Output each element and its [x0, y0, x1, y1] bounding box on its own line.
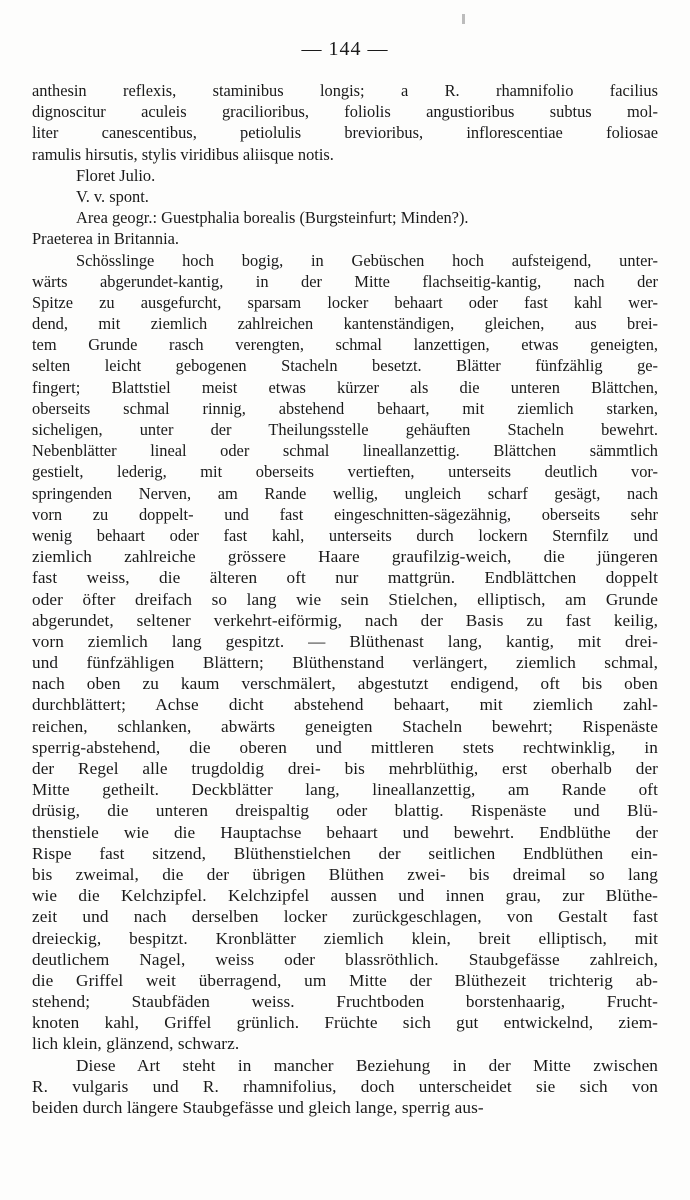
- text-line: die Griffel weit überragend, um Mitte der Blüthezeit trichterig ab-: [32, 970, 658, 990]
- text-line: ramulis hirsutis, stylis viridibus aliisque notis.: [32, 144, 334, 164]
- text-line: oder öfter dreifach so lang wie sein Stielchen, elliptisch, am Grunde: [32, 589, 658, 609]
- text-line: Rispe fast sitzend, Blüthenstielchen der seitlichen Endblüthen ein-: [32, 843, 658, 863]
- text-line: V. v. spont.: [76, 186, 149, 206]
- text-line: knoten kahl, Griffel grünlich. Früchte sich gut entwickelnd, ziem-: [32, 1013, 658, 1033]
- text-line: beiden durch längere Staubgefässe und gleich lange, sperrig aus-: [32, 1098, 484, 1117]
- text-line: nach oben zu kaum verschmälert, abgestutzt endigend, oft bis oben: [32, 674, 658, 694]
- text-line: abgerundet, seltener verkehrt-eiförmig, nach der Basis zu fast keilig,: [32, 610, 658, 630]
- text-line: lich klein, glänzend, schwarz.: [32, 1034, 240, 1054]
- text-line: bis zweimal, die der übrigen Blüthen zwei- bis dreimal so lang: [32, 864, 658, 884]
- text-line: drüsig, die unteren dreispaltig oder blattig. Rispenäste und Blü-: [32, 801, 658, 821]
- text-line: ziemlich zahlreiche grössere Haare graufilzig-weich, die jüngeren: [32, 547, 658, 567]
- text-line: sperrig-abstehend, die oberen und mittleren stets rechtwinklig, in: [32, 737, 658, 757]
- text-line: dignoscitur aculeis gracilioribus, foliolis angustioribus subtus mol-: [32, 102, 658, 122]
- page-number: — 144 —: [301, 38, 389, 60]
- text-line: wie die Kelchzipfel. Kelchzipfel aussen und innen grau, zur Blüthe-: [32, 886, 658, 906]
- text-line: wenig behaart oder fast kahl, unterseits durch lockern Sternfilz und: [32, 525, 658, 545]
- text-line: Mitte getheilt. Deckblätter lang, lineallanzettig, am Rande oft: [32, 780, 658, 800]
- text-line: gestielt, lederig, mit oberseits vertieften, unterseits deutlich vor-: [32, 462, 658, 482]
- text-line: wärts abgerundet-kantig, in der Mitte flachseitig-kantig, nach der: [32, 271, 658, 291]
- text-line: Nebenblätter lineal oder schmal lineallanzettig. Blättchen sämmtlich: [32, 441, 658, 461]
- text-line: vorn zu doppelt- und fast eingeschnitten-sägezähnig, oberseits sehr: [32, 504, 658, 524]
- text-line: zeit und nach derselben locker zurückgeschlagen, von Gestalt fast: [32, 907, 658, 927]
- text-line: durchblättert; Achse dicht abstehend behaart, mit ziemlich zahl-: [32, 695, 658, 715]
- text-line: anthesin reflexis, staminibus longis; a R. rhamnifolio facilius: [32, 81, 658, 100]
- text-line: Spitze zu ausgefurcht, sparsam locker behaart oder fast kahl wer-: [32, 292, 658, 312]
- text-line: Area geogr.: Guestphalia borealis (Burgsteinfurt; Minden?).: [76, 208, 469, 228]
- body-text: [32, 80, 658, 1118]
- text-line: R. vulgaris und R. rhamnifolius, doch unterscheidet sie sich von: [32, 1076, 658, 1096]
- text-line: und fünfzähligen Blättern; Blüthenstand verlängert, ziemlich schmal,: [32, 653, 658, 673]
- text-line: tem Grunde rasch verengten, schmal lanzettigen, etwas geneigten,: [32, 335, 658, 355]
- text-line: reichen, schlanken, abwärts geneigten Stacheln bewehrt; Rispenäste: [32, 716, 658, 736]
- text-line: springenden Nerven, am Rande wellig, ungleich scharf gesägt, nach: [32, 483, 658, 503]
- text-line: oberseits schmal rinnig, abstehend behaart, mit ziemlich starken,: [32, 398, 658, 418]
- text-line: dreieckig, bespitzt. Kronblätter ziemlich klein, breit elliptisch, mit: [32, 928, 658, 948]
- scan-artifact: [462, 14, 465, 24]
- text-line: vorn ziemlich lang gespitzt. — Blüthenast lang, kantig, mit drei-: [32, 631, 658, 651]
- text-line: dend, mit ziemlich zahlreichen kantenständigen, gleichen, aus brei-: [32, 314, 658, 334]
- text-line: stehend; Staubfäden weiss. Fruchtboden borstenhaarig, Frucht-: [32, 992, 658, 1012]
- text-line: Praeterea in Britannia.: [32, 229, 179, 249]
- text-line: deutlichem Nagel, weiss oder blassröthlich. Staubgefässe zahlreich,: [32, 949, 658, 969]
- text-line: Schösslinge hoch bogig, in Gebüschen hoch aufsteigend, unter-: [76, 250, 658, 270]
- text-line: fingert; Blattstiel meist etwas kürzer als die unteren Blättchen,: [32, 377, 658, 397]
- text-line: liter canescentibus, petiolulis brevioribus, inflorescentiae foliosae: [32, 123, 658, 143]
- text-line: selten leicht gebogenen Stacheln besetzt. Blätter fünfzählig ge-: [32, 356, 658, 376]
- text-line: Floret Julio.: [76, 165, 156, 185]
- text-line: thenstiele wie die Hauptachse behaart und bewehrt. Endblüthe der: [32, 822, 658, 842]
- text-line: Diese Art steht in mancher Beziehung in der Mitte zwischen: [76, 1055, 658, 1075]
- text-line: der Regel alle trugdoldig drei- bis mehrblüthig, erst oberhalb der: [32, 759, 658, 778]
- text-line: sicheligen, unter der Theilungsstelle gehäuften Stacheln bewehrt.: [32, 420, 658, 439]
- text-line: fast weiss, die älteren oft nur mattgrün. Endblättchen doppelt: [32, 568, 658, 588]
